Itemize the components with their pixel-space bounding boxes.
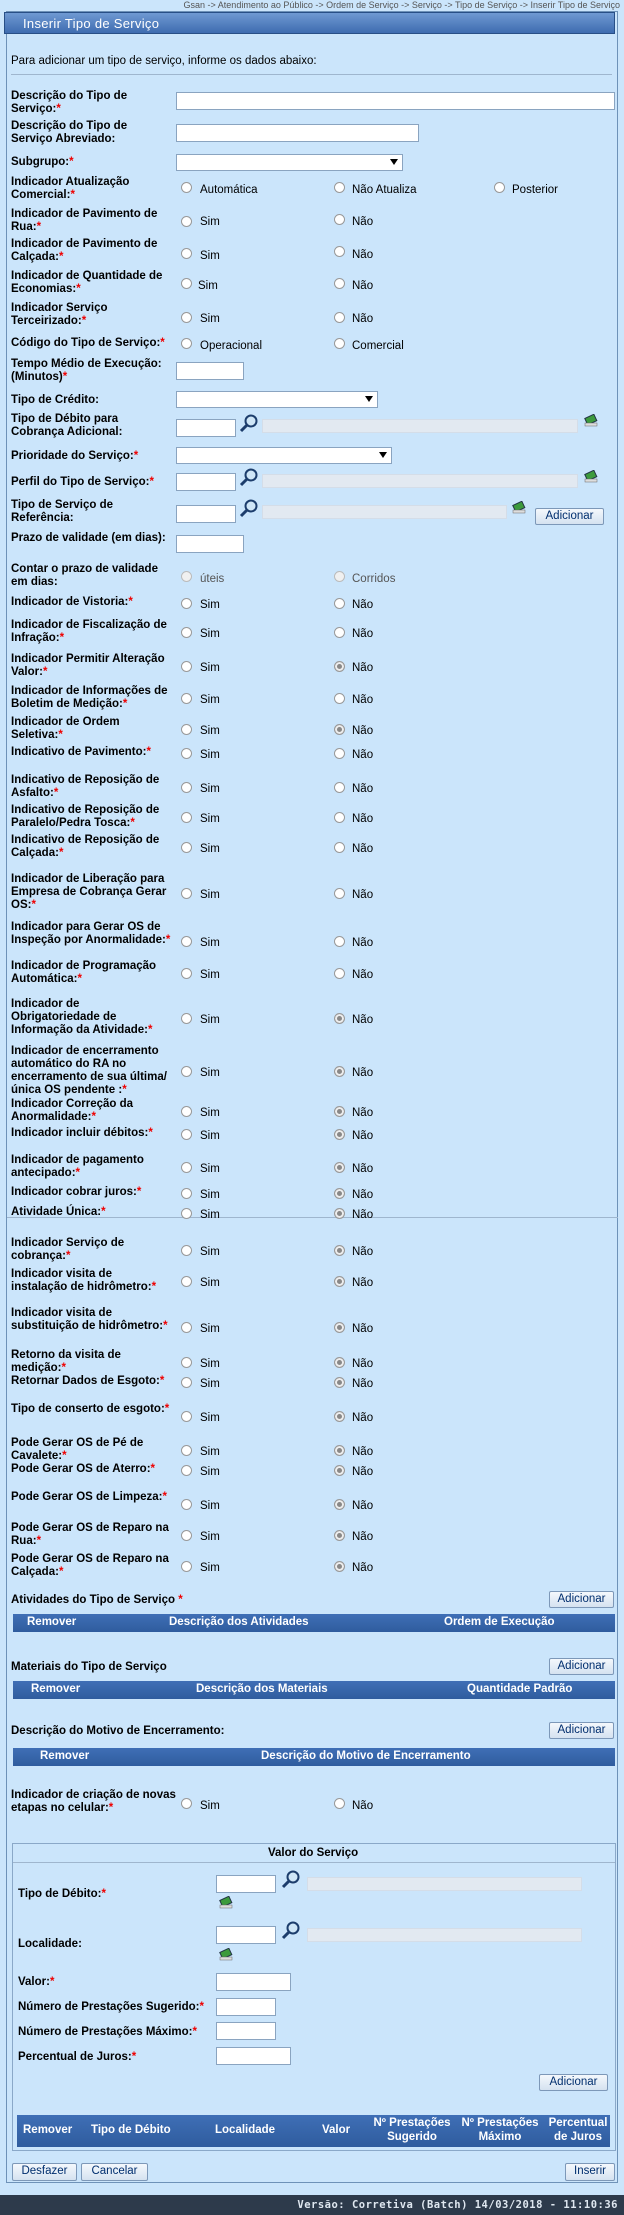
footer-bar — [0, 2195, 624, 2215]
indicator-label: Pode Gerar OS de Aterro:* — [11, 1463, 156, 1475]
tempo-input[interactable] — [176, 362, 244, 380]
title-bar — [4, 12, 615, 34]
radio-nao[interactable] — [334, 1465, 345, 1476]
inserir-button[interactable]: Inserir — [565, 2163, 615, 2181]
prazo-label: Prazo de validade (em dias): — [11, 532, 166, 544]
option-label: Não — [352, 1378, 374, 1390]
radio-sim[interactable] — [181, 1411, 192, 1422]
option-label: Sim — [200, 749, 220, 761]
celular-label: Indicador de criação de novas etapas no celular:* — [11, 1789, 176, 1814]
celular-nao-radio[interactable] — [334, 1798, 345, 1809]
option-label: Não — [352, 1800, 374, 1812]
indicator-label: Indicador Serviço de cobrança:* — [11, 1237, 125, 1262]
radio-sim[interactable] — [181, 748, 192, 759]
radio-nao[interactable] — [334, 1208, 345, 1219]
radio-sim[interactable] — [181, 968, 192, 979]
pav-calcada-sim-radio[interactable] — [181, 248, 192, 259]
col-descricao: Descrição do Motivo de Encerramento — [261, 1750, 471, 1762]
radio-sim[interactable] — [181, 1530, 192, 1541]
search-icon[interactable] — [239, 467, 259, 487]
option-label: Sim — [200, 843, 220, 855]
motivo-title: Descrição do Motivo de Encerramento: — [11, 1725, 225, 1737]
adicionar-motivo-button[interactable]: Adicionar — [549, 1722, 614, 1739]
col-descricao: Descrição dos Atividades — [169, 1616, 309, 1628]
indicator-label: Indicador de Obrigatoriedade de Informação da Atividade:* — [11, 998, 153, 1036]
adicionar-material-button[interactable]: Adicionar — [549, 1658, 614, 1675]
option-label: Não — [352, 969, 374, 981]
referencia-description — [262, 505, 507, 519]
tempo-label: Tempo Médio de Execução: (Minutos)* — [11, 358, 162, 383]
option-label: Não — [352, 628, 374, 640]
radio-nao[interactable] — [334, 1322, 345, 1333]
radio-nao[interactable] — [334, 782, 345, 793]
option-label: Não — [352, 1014, 374, 1026]
version-text: Versão: Corretiva (Batch) 14/03/2018 - 11:10:36 — [297, 2199, 618, 2211]
radio-sim[interactable] — [181, 693, 192, 704]
subgrupo-label: Subgrupo:* — [11, 156, 74, 168]
option-label: Sim — [200, 216, 220, 228]
motivo-table-header — [13, 1748, 615, 1766]
terceirizado-sim-radio[interactable] — [181, 312, 192, 323]
col-ordem: Ordem de Execução — [444, 1616, 555, 1628]
pav-rua-sim-radio[interactable] — [181, 216, 192, 227]
materiais-table-header — [13, 1681, 615, 1699]
option-label: Não — [352, 749, 374, 761]
eraser-icon[interactable] — [583, 470, 599, 484]
option-label: Sim — [200, 1246, 220, 1258]
radio-nao[interactable] — [334, 1530, 345, 1541]
celular-sim-radio[interactable] — [181, 1798, 192, 1809]
radio-sim[interactable] — [181, 1066, 192, 1077]
col-valor: Valor — [322, 2124, 351, 2136]
option-label: Não — [352, 1412, 374, 1424]
radio-nao[interactable] — [334, 842, 345, 853]
option-label: Automática — [200, 184, 258, 196]
eraser-icon[interactable] — [583, 414, 599, 428]
radio-nao[interactable] — [334, 936, 345, 947]
qtd-econ-nao-radio[interactable] — [334, 278, 345, 289]
option-label: Não — [352, 280, 374, 292]
option-label: Não — [352, 1163, 374, 1175]
valor-title: Valor do Serviço — [268, 1847, 359, 1859]
radio-posterior[interactable] — [494, 182, 505, 193]
radio-sim[interactable] — [181, 1162, 192, 1173]
option-label: Não — [352, 1130, 374, 1142]
search-icon[interactable] — [239, 413, 259, 433]
radio-nao[interactable] — [334, 888, 345, 899]
indicator-label: Indicador cobrar juros:* — [11, 1186, 142, 1198]
radio-nao[interactable] — [334, 968, 345, 979]
indicator-label: Indicador incluir débitos:* — [11, 1127, 153, 1139]
indicator-label: Pode Gerar OS de Limpeza:* — [11, 1491, 167, 1503]
option-label: Não — [352, 843, 374, 855]
abreviado-label: Descrição do Tipo de Serviço Abreviado: — [11, 120, 128, 145]
debito-description — [262, 419, 578, 433]
prest-max-input[interactable] — [216, 2022, 276, 2040]
option-label: Sim — [200, 662, 220, 674]
radio-sim[interactable] — [181, 1276, 192, 1287]
option-label: Sim — [200, 1378, 220, 1390]
divider — [13, 1862, 615, 1863]
indicator-label: Atividade Única:* — [11, 1206, 106, 1218]
indicator-label: Indicativo de Reposição de Paralelo/Pedra Tosca:* — [11, 804, 160, 829]
radio-sim[interactable] — [181, 1357, 192, 1368]
abreviado-input[interactable] — [176, 124, 419, 142]
radio-sim[interactable] — [181, 1013, 192, 1024]
atualizacao-label: Indicador Atualização Comercial:* — [11, 176, 130, 201]
radio-nao[interactable] — [334, 1245, 345, 1256]
perfil-label: Perfil do Tipo de Serviço:* — [11, 476, 154, 488]
corridos-radio[interactable] — [334, 571, 345, 582]
option-label: Não — [352, 1562, 374, 1574]
option-label: Não — [352, 1466, 374, 1478]
radio-nao-atualiza[interactable] — [334, 182, 345, 193]
radio-nao[interactable] — [334, 1357, 345, 1368]
indicator-label: Indicador Permitir Alteração Valor:* — [11, 653, 165, 678]
pav-rua-nao-radio[interactable] — [334, 214, 345, 225]
localidade-label: Localidade: — [18, 1938, 82, 1950]
eraser-icon[interactable] — [511, 501, 527, 515]
codigo-label: Código do Tipo de Serviço:* — [11, 337, 165, 349]
col-remover: Remover — [31, 1683, 81, 1695]
radio-sim[interactable] — [181, 1106, 192, 1117]
option-label: Sim — [200, 1500, 220, 1512]
adicionar-referencia-button[interactable]: Adicionar — [535, 508, 604, 525]
option-label: Sim — [200, 1446, 220, 1458]
juros-input[interactable] — [216, 2047, 291, 2065]
indicator-label: Tipo de conserto de esgoto:* — [11, 1403, 170, 1415]
radio-nao[interactable] — [334, 1066, 345, 1077]
radio-nao[interactable] — [334, 627, 345, 638]
option-label: Não — [352, 813, 374, 825]
indicator-label: Indicativo de Pavimento:* — [11, 746, 151, 758]
option-label: Sim — [200, 599, 220, 611]
option-label: Sim — [200, 1800, 220, 1812]
option-label: Sim — [200, 1323, 220, 1335]
col-localidade: Localidade — [215, 2124, 276, 2136]
option-label: Sim — [200, 937, 220, 949]
option-label: Sim — [200, 813, 220, 825]
page-title: Inserir Tipo de Serviço — [23, 16, 160, 31]
option-label: Posterior — [512, 184, 559, 196]
desfazer-button[interactable]: Desfazer — [12, 2163, 77, 2181]
referencia-label: Tipo de Serviço de Referência: — [11, 499, 114, 524]
adicionar-valor-button[interactable]: Adicionar — [539, 2074, 608, 2091]
option-label: Não — [352, 889, 374, 901]
radio-sim[interactable] — [181, 1245, 192, 1256]
option-label: Não — [352, 216, 374, 228]
qtd-econ-sim-radio[interactable] — [181, 278, 192, 289]
option-label: Sim — [200, 1130, 220, 1142]
option-label: Sim — [200, 694, 220, 706]
col-juros: Percentual de Juros — [548, 2117, 608, 2143]
option-label: Sim — [200, 1107, 220, 1119]
uteis-radio[interactable] — [181, 571, 192, 582]
descricao-label: Descrição do Tipo de Serviço:* — [11, 90, 128, 115]
option-label: Sim — [200, 628, 220, 640]
option-label: Sim — [200, 1562, 220, 1574]
option-label: Não — [352, 599, 374, 611]
valor-tipo-debito-description — [307, 1877, 582, 1891]
radio-sim[interactable] — [181, 812, 192, 823]
option-label: Sim — [200, 783, 220, 795]
indicator-label: Indicador Correção da Anormalidade:* — [11, 1098, 134, 1123]
indicator-label: Indicador de pagamento antecipado:* — [11, 1154, 144, 1179]
option-label: Não — [352, 694, 374, 706]
credito-select[interactable] — [176, 391, 378, 408]
col-prest-max: Nº Prestações Máximo — [461, 2117, 539, 2143]
radio-nao[interactable] — [334, 1162, 345, 1173]
option-label: Sim — [200, 1531, 220, 1543]
option-label: Não — [352, 1323, 374, 1335]
radio-sim[interactable] — [181, 1322, 192, 1333]
radio-sim[interactable] — [181, 1445, 192, 1456]
option-label: Não — [352, 937, 374, 949]
indicator-label: Indicativo de Reposição de Asfalto:* — [11, 774, 160, 799]
atividades-table-header — [13, 1614, 615, 1632]
option-label: Não — [352, 313, 374, 325]
adicionar-atividade-button[interactable]: Adicionar — [549, 1591, 614, 1608]
indicator-label: Retorno da visita de medição:* — [11, 1349, 121, 1374]
indicator-label: Pode Gerar OS de Reparo na Calçada:* — [11, 1553, 169, 1578]
radio-automatica[interactable] — [181, 182, 192, 193]
indicator-label: Indicador visita de instalação de hidrômetro:* — [11, 1268, 157, 1293]
option-label: Sim — [200, 1277, 220, 1289]
option-label: Não — [352, 1189, 374, 1201]
tipo-debito-label: Tipo de Débito:* — [18, 1888, 106, 1900]
indicator-label: Indicador de Fiscalização de Infração:* — [11, 619, 167, 644]
indicator-label: Indicativo de Reposição de Calçada:* — [11, 834, 160, 859]
option-label: Não — [352, 1246, 374, 1258]
col-remover: Remover — [23, 2124, 73, 2136]
option-label: Sim — [200, 1067, 220, 1079]
valor-table-header — [17, 2115, 610, 2147]
prioridade-select[interactable] — [176, 447, 392, 464]
radio-sim[interactable] — [181, 1499, 192, 1510]
indicator-label: Indicador de Informações de Boletim de Medição:* — [11, 685, 168, 710]
radio-sim[interactable] — [181, 936, 192, 947]
indicator-label: Indicador para Gerar OS de Inspeção por Anormalidade:* — [11, 921, 171, 946]
breadcrumb: Gsan -> Atendimento ao Público -> Ordem de Serviço -> Serviço -> Tipo de Serviço -> Inserir Tipo de Serviço — [183, 0, 620, 10]
option-label: Não Atualiza — [352, 184, 417, 196]
qtd-econ-label: Indicador de Quantidade de Economias:* — [11, 270, 163, 295]
col-descricao: Descrição dos Materiais — [196, 1683, 328, 1695]
option-label: Não — [352, 1277, 374, 1289]
radio-sim[interactable] — [181, 1377, 192, 1388]
radio-nao[interactable] — [334, 1499, 345, 1510]
indicator-label: Indicador de Ordem Seletiva:* — [11, 716, 120, 741]
col-prest-sug: Nº Prestações Sugerido — [373, 2117, 451, 2143]
radio-nao[interactable] — [334, 661, 345, 672]
option-label: Não — [352, 1500, 374, 1512]
radio-nao[interactable] — [334, 693, 345, 704]
radio-sim[interactable] — [181, 627, 192, 638]
divider — [11, 74, 612, 75]
credito-label: Tipo de Crédito: — [11, 394, 99, 406]
radio-nao[interactable] — [334, 1445, 345, 1456]
localidade-description — [307, 1928, 582, 1942]
terceirizado-label: Indicador Serviço Terceirizado:* — [11, 302, 108, 327]
col-tipo-debito: Tipo de Débito — [91, 2124, 171, 2136]
radio-nao[interactable] — [334, 1106, 345, 1117]
radio-sim[interactable] — [181, 1208, 192, 1219]
radio-sim[interactable] — [181, 782, 192, 793]
option-label: Não — [352, 1067, 374, 1079]
radio-sim[interactable] — [181, 598, 192, 609]
indicator-label: Indicador visita de substituição de hidrômetro:* — [11, 1307, 168, 1332]
col-remover: Remover — [40, 1750, 90, 1762]
radio-sim[interactable] — [181, 888, 192, 899]
option-label: Corridos — [352, 573, 396, 585]
intro-text: Para adicionar um tipo de serviço, informe os dados abaixo: — [11, 55, 317, 67]
option-label: Sim — [200, 1466, 220, 1478]
terceirizado-nao-radio[interactable] — [334, 312, 345, 323]
prest-max-label: Número de Prestações Máximo:* — [18, 2026, 197, 2038]
option-label: Comercial — [352, 340, 404, 352]
juros-label: Percentual de Juros:* — [18, 2051, 137, 2063]
option-label: Não — [352, 662, 374, 674]
prest-sug-label: Número de Prestações Sugerido:* — [18, 2001, 204, 2013]
option-label: Não — [352, 1209, 374, 1221]
pav-calcada-nao-radio[interactable] — [334, 246, 345, 257]
option-label: Sim — [200, 889, 220, 901]
prioridade-label: Prioridade do Serviço:* — [11, 450, 139, 462]
radio-nao[interactable] — [334, 1188, 345, 1199]
indicator-label: Indicador de Vistoria:* — [11, 596, 133, 608]
radio-sim[interactable] — [181, 1188, 192, 1199]
radio-sim[interactable] — [181, 842, 192, 853]
radio-sim[interactable] — [181, 1465, 192, 1476]
radio-nao[interactable] — [334, 724, 345, 735]
search-icon[interactable] — [281, 1920, 301, 1940]
radio-sim[interactable] — [181, 661, 192, 672]
option-label: Sim — [200, 250, 220, 262]
localidade-input[interactable] — [216, 1926, 276, 1944]
option-label: Não — [352, 1107, 374, 1119]
prest-sug-input[interactable] — [216, 1998, 276, 2016]
radio-nao[interactable] — [334, 812, 345, 823]
cancelar-button[interactable]: Cancelar — [81, 2163, 148, 2181]
comercial-radio[interactable] — [334, 338, 345, 349]
prazo-input[interactable] — [176, 535, 244, 553]
indicator-label: Indicador de encerramento automático do RA no encerramento de sua última/única OS pendente :* — [11, 1045, 167, 1096]
referencia-input[interactable] — [176, 505, 236, 523]
option-label: Não — [352, 1446, 374, 1458]
option-label: Operacional — [200, 340, 263, 352]
option-label: Sim — [200, 1358, 220, 1370]
radio-nao[interactable] — [334, 1561, 345, 1572]
option-label: Sim — [200, 1014, 220, 1026]
operacional-radio[interactable] — [181, 338, 192, 349]
option-label: Sim — [200, 1189, 220, 1201]
option-label: Não — [352, 725, 374, 737]
radio-sim[interactable] — [181, 724, 192, 735]
valor-input[interactable] — [216, 1973, 291, 1991]
radio-nao[interactable] — [334, 1411, 345, 1422]
valor-label: Valor:* — [18, 1976, 55, 1988]
contar-label: Contar o prazo de validade em dias: — [11, 563, 158, 588]
radio-nao[interactable] — [334, 1377, 345, 1388]
option-label: Sim — [200, 725, 220, 737]
search-icon[interactable] — [281, 1869, 301, 1889]
pav-rua-label: Indicador de Pavimento de Rua:* — [11, 208, 158, 233]
radio-sim[interactable] — [181, 1129, 192, 1140]
col-remover: Remover — [27, 1616, 77, 1628]
radio-nao[interactable] — [334, 1013, 345, 1024]
radio-nao[interactable] — [334, 1276, 345, 1287]
option-label: Não — [352, 249, 374, 261]
option-label: Sim — [200, 1412, 220, 1424]
radio-nao[interactable] — [334, 1129, 345, 1140]
atividades-title: Atividades do Tipo de Serviço * — [11, 1594, 183, 1606]
debito-label: Tipo de Débito para Cobrança Adicional: — [11, 413, 123, 438]
option-label: Sim — [200, 1163, 220, 1175]
indicator-label: Retornar Dados de Esgoto:* — [11, 1375, 165, 1387]
option-label: Não — [352, 1531, 374, 1543]
radio-sim[interactable] — [181, 1561, 192, 1572]
indicator-label: Pode Gerar OS de Reparo na Rua:* — [11, 1522, 169, 1547]
option-label: Sim — [200, 313, 220, 325]
option-label: Sim — [198, 280, 218, 292]
option-label: Não — [352, 783, 374, 795]
perfil-input[interactable] — [176, 473, 236, 491]
pav-calcada-label: Indicador de Pavimento de Calçada:* — [11, 238, 158, 263]
materiais-title: Materiais do Tipo de Serviço — [11, 1661, 167, 1673]
search-icon[interactable] — [239, 498, 259, 518]
eraser-icon[interactable] — [218, 1896, 234, 1910]
eraser-icon[interactable] — [218, 1948, 234, 1962]
subgrupo-select[interactable] — [176, 154, 403, 171]
indicator-label: Pode Gerar OS de Pé de Cavalete:* — [11, 1437, 144, 1462]
valor-tipo-debito-input[interactable] — [216, 1875, 276, 1893]
indicator-label: Indicador de Liberação para Empresa de Cobrança Gerar OS:* — [11, 873, 167, 911]
option-label: úteis — [200, 573, 225, 585]
option-label: Sim — [200, 1209, 220, 1221]
perfil-description — [262, 474, 578, 488]
debito-input[interactable] — [176, 419, 236, 437]
indicator-label: Indicador de Programação Automática:* — [11, 960, 157, 985]
option-label: Não — [352, 1358, 374, 1370]
col-quantidade: Quantidade Padrão — [467, 1683, 573, 1695]
option-label: Sim — [200, 969, 220, 981]
descricao-input[interactable] — [176, 92, 615, 110]
radio-nao[interactable] — [334, 748, 345, 759]
radio-nao[interactable] — [334, 598, 345, 609]
